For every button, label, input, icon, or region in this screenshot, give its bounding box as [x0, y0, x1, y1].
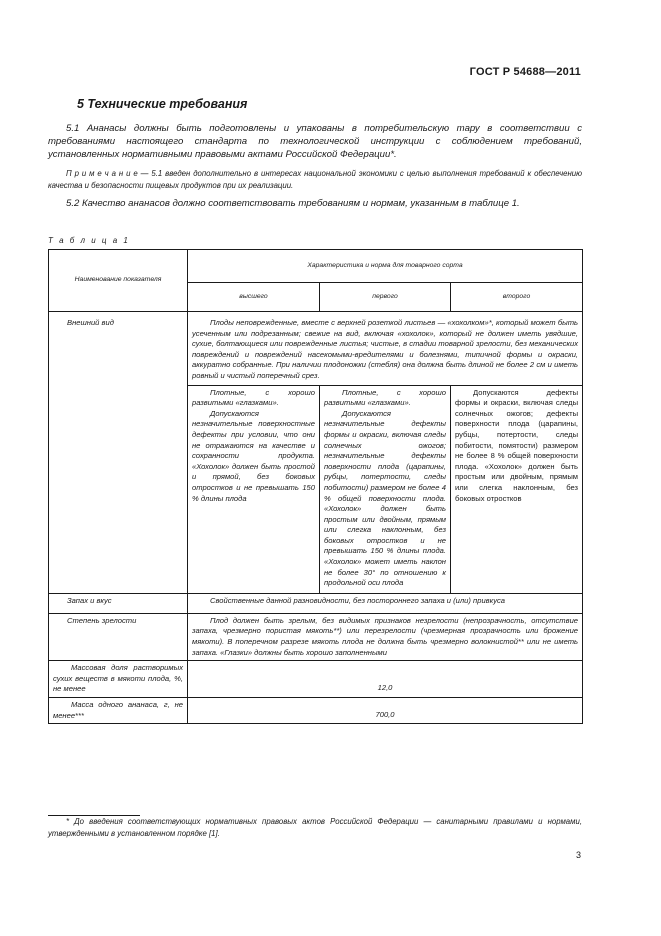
appearance-grade-premium — [188, 385, 320, 593]
page-number: 3 — [576, 850, 582, 860]
header-grade-premium: высшего — [188, 283, 320, 312]
dry-matter-value: 12,0 — [188, 661, 583, 698]
quality-table — [48, 249, 583, 724]
header-grade-group: Характеристика и норма для товарного сорта — [188, 250, 583, 283]
footnote: * До введения соответствующих нормативных правовых актов Российской Федерации — санитарными правилами и нормами, утвержденными в установленном порядке [1]. — [48, 817, 582, 838]
row-name-appearance: Внешний вид — [49, 312, 188, 594]
section-title: 5 Технические требования — [77, 97, 248, 111]
grade-first-text: Допускаются незначительные дефекты формы и окраски, включая следы солнечных ожогов; незначительные дефекты поверхности плода (царапины, рубцы, потертости, следы побитости) размером не более 4 % общей поверхности плода. «Хохолок» должен быть простым или двойным, прямым или слегка наклонным, без боковых отростков и не превышать 150 % длины плода. «Хохолок» может иметь наклон не более 30° по отношению к продольной оси плода — [324, 408, 446, 588]
row-name-ripeness: Степень зрелости — [49, 613, 188, 660]
row-name-smell: Запах и вкус — [49, 593, 188, 613]
row-name-dry-matter: Массовая доля растворимых сухих веществ в мякоти плода, %, не менее — [49, 661, 188, 698]
appearance-common: Плоды неповрежденные, вместе с верхней розеткой листьев — «хохолком»*, который может быть усеченным или подрезанным; свежие на вид, включая «хохолок», который не должен иметь увядшие, сухие, болтающиеся или поврежденные листья; чистые, в стадии товарной зрелости, без механических повреждений и повреждений насекомыми-вредителями и болезнями, типичной формы и окраски, аккуратно собранные. При наличии плодоножки (стебля) она должна быть длиной не более 2 см и иметь ровный и чистый поперечный срез. — [188, 312, 583, 386]
mass-value: 700,0 — [188, 698, 583, 724]
note-text: — 5.1 введен дополнительно в интересах национальной экономики с целью выполнения требований к обеспечению качества и безопасности пищевых продуктов при их реализации. — [48, 169, 582, 190]
row-name-mass: Масса одного ананаса, г, не менее*** — [49, 698, 188, 724]
paragraph-5-2: 5.2 Качество ананасов должно соответствовать требованиям и нормам, указанным в таблице 1. — [66, 198, 520, 209]
header-grade-second: второго — [451, 283, 583, 312]
note-paragraph — [48, 168, 582, 192]
note-label: П р и м е ч а н и е — [66, 169, 138, 178]
ripeness-common: Плод должен быть зрелым, без видимых признаков незрелости (непрозрачность, отсутствие запаха, чрезмерно пористая мякоть**) или перезрелости (чрезмерная прозрачность или брожение мякоти). В поперечном разрезе мякоть плода не должна быть чрезмерно волокнистой** или не иметь запаха. «Глазки» должны быть хорошо заполненными — [188, 613, 583, 660]
header-grade-first: первого — [320, 283, 451, 312]
document-id: ГОСТ Р 54688—2011 — [469, 66, 581, 78]
grade-premium-text: Допускаются незначительные поверхностные дефекты при условии, что они не отражаются на качестве и сохранности продукта. «Хохолок» должен быть простой и прямой, без боковых отростков и не превышать 150 % длины плода — [192, 408, 315, 503]
smell-common: Свойственные данной разновидности, без постороннего запаха и (или) привкуса — [188, 593, 583, 613]
paragraph-5-1: 5.1 Ананасы должны быть подготовлены и упакованы в потребительскую тару в соответствии с требованиями настоящего стандарта по технологической инструкции с соблюдением требований, установленных нормативными правовыми актами Российской Федерации*. — [48, 123, 582, 160]
appearance-grade-first — [320, 385, 451, 593]
grade-first-lead: Плотные, с хорошо развитыми «глазками». — [324, 387, 446, 408]
grade-premium-lead: Плотные, с хорошо развитыми «глазками». — [192, 387, 315, 408]
appearance-grade-second — [451, 385, 583, 593]
header-indicator: Наименование показателя — [49, 250, 188, 312]
grade-second-text: Допускаются дефекты формы и окраски, включая следы солнечных ожогов; дефекты поверхности плода (царапины, рубцы, потертости, следы побитости, помятости) размером не более 8 % общей поверхности плода. «Хохолок» должен быть простым или двойным, прямым или слегка наклонным, без боковых отростков — [455, 387, 579, 503]
table-caption: Т а б л и ц а 1 — [48, 236, 130, 245]
